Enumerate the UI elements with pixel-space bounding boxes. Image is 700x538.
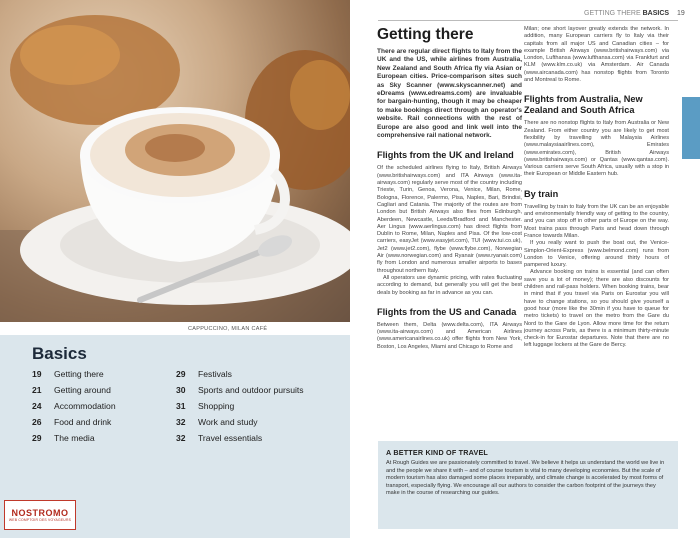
toc-item[interactable]: 29 The media [32,433,95,443]
toc-right-column [176,366,304,446]
toc-item[interactable]: 32 Travel essentials [176,433,263,443]
page-title: Getting there [377,26,474,43]
paragraph: If you really want to push the boat out, the Venice-Simplon-Orient-Express (www.belmond.com) runs from London to Venice, offering around thirty hours of pampered luxury. [524,240,669,269]
running-head-rule [378,20,678,21]
logo-name: NOSTROMO [11,508,69,518]
intro-paragraph: There are regular direct flights to Italy from the UK and the US, while airlines from Australia, New Zealand and South Africa fly via Asian or European cities. Price-comparison sites such as Sky Scanner (www.skyscanner.net) and eDreams (www.edreams.com) are invaluable for bargain-hunting, though it may be cheaper to make bookings direct through an operator's website. Rail connections with the rest of Europe are also good and link well into the comprehensive rail national network. [377,48,522,140]
toc-item[interactable]: 32 Work and study [176,417,258,427]
basics-title: Basics [32,344,87,363]
paragraph: Advance booking on trains is essential (and can often save you a lot of money); there are also discounts for children and rail-pass holders. When booking trains, bear in mind that if you travel via Paris on Eurostar you will have to change stations, so you should give yourself a good hour (more like the 30min if you have to queue for metro tickets) to travel on the metro from the Gare du Nord to the Gare de Lyon. Allow more time for the return journey across Paris, as there is a minimum thirty-minute check-in for Eurostar departures. Note that there are no left luggage lockers at the Gare de Bercy. [524,269,669,349]
cappuccino-photo [0,0,350,322]
box-body: At Rough Guides we are passionately committed to travel. We believe it helps us understand the world we live in and the people we share it with – and of course tourism is vital to many developing economies. But the scale of modern tourism has also damaged some places irreparably, and climate change is accelerated by most forms of transport, especially flying. We encourage all our authors to consider the carbon footprint of the journeys they make in the course of researching our guides. [386,460,665,497]
paragraph: Between them, Delta (www.delta.com), ITA Airways (www.ita-airways.com) and American Airlines (www.americanairlines.co.uk) offer flights from New York, Boston, Los Angeles, Miami and Chicago to Rome and [377,321,522,350]
paragraph: All operators use dynamic pricing, with rates fluctuating according to demand, but generally you will get the best deals by booking as far in advance as you can. [377,274,522,296]
text-column-right [524,26,669,350]
nostromo-logo [4,500,76,530]
paragraph: Of the scheduled airlines flying to Italy, British Airways (www.britishairways.com) and ITA Airways (www.ita-airways.com) regularly serve most of the country including Trieste, Turin, Genoa, Verona, Venice, Milan, Rome, Bologna, Florence, Palermo, Pisa, Naples, Bari, Brindisi, Cagliari and Catania. The majority of the routes are from London but British Airways also flies from Edinburgh, Aberdeen, Newcastle, Leeds/Bradford and Manchester. Aer Lingus (www.aerlingus.com) has direct flights from Dublin to Rome, Milan, Naples and Pisa. Of the low-cost carriers, easyJet (www.easyjet.com), TUI (www.tui.co.uk), Jet2 (www.jet2.com), flybe (www.flybe.com), Norwegian Air (www.norwegian.com) and Ryanair (www.ryanair.com) fly from London and numerous smaller airports to bases throughout northern Italy. [377,165,522,274]
toc-item[interactable]: 24 Accommodation [32,401,116,411]
cappuccino-illustration [0,0,350,322]
running-head-section: GETTING THERE [584,10,641,17]
paragraph: There are no nonstop flights to Italy from Australia or New Zealand. From either country you are likely to get most flexibility by travelling with Malaysia Airlines (www.malaysiaairlines.com), Emirates (www.emirates.com), British Airways (www.britishairways.com) or Qantas (www.qantas.com). Various carriers serve South Africa, usually with a stop in their European or Middle Eastern hub. [524,120,669,178]
toc-item[interactable]: 31 Shopping [176,401,235,411]
toc-item[interactable]: 29 Festivals [176,369,232,379]
box-title: A BETTER KIND OF TRAVEL [386,448,489,457]
heading-uk-ireland: Flights from the UK and Ireland [377,150,514,161]
toc-left-column [32,366,116,446]
toc-item[interactable]: 19 Getting there [32,369,104,379]
running-head-chapter: BASICS [642,10,670,17]
page-number: 19 [677,10,685,17]
running-head [584,10,685,17]
logo-tagline: WEB COMPTOIR DES VOYAGEURS [8,518,72,522]
text-column-left [377,26,522,351]
paragraph: Travelling by train to Italy from the UK can be an enjoyable and environmentally friendly way of getting to the country, and you can stop off in other parts of Europe on the way. Most trains pass through Paris and head down through France towards Milan. [524,203,669,239]
heading-us-canada: Flights from the US and Canada [377,306,517,317]
toc-item[interactable]: 21 Getting around [32,385,111,395]
photo-caption: CAPPUCCINO, MILAN CAFÉ [188,326,268,332]
paragraph: Milan; one short layover greatly extends the network. In addition, many European carriers fly to Italy via their capitals from all major US and Canadian cities – for example British Airways (www.britishairways.com) via London, Lufthansa (www.lufthansa.com) via Frankfurt and KLM (www.klm.co.uk) via Amsterdam. Air Canada (www.aircanada.com) has nonstop flights from Toronto and Montreal to Rome. [524,26,669,84]
better-travel-box [378,441,678,529]
heading-australia-nz-sa: Flights from Australia, New Zealand and South Africa [524,94,643,116]
toc-item[interactable]: 26 Food and drink [32,417,112,427]
heading-by-train: By train [524,188,559,199]
chapter-edge-tab [682,97,700,159]
toc-item[interactable]: 30 Sports and outdoor pursuits [176,385,304,395]
